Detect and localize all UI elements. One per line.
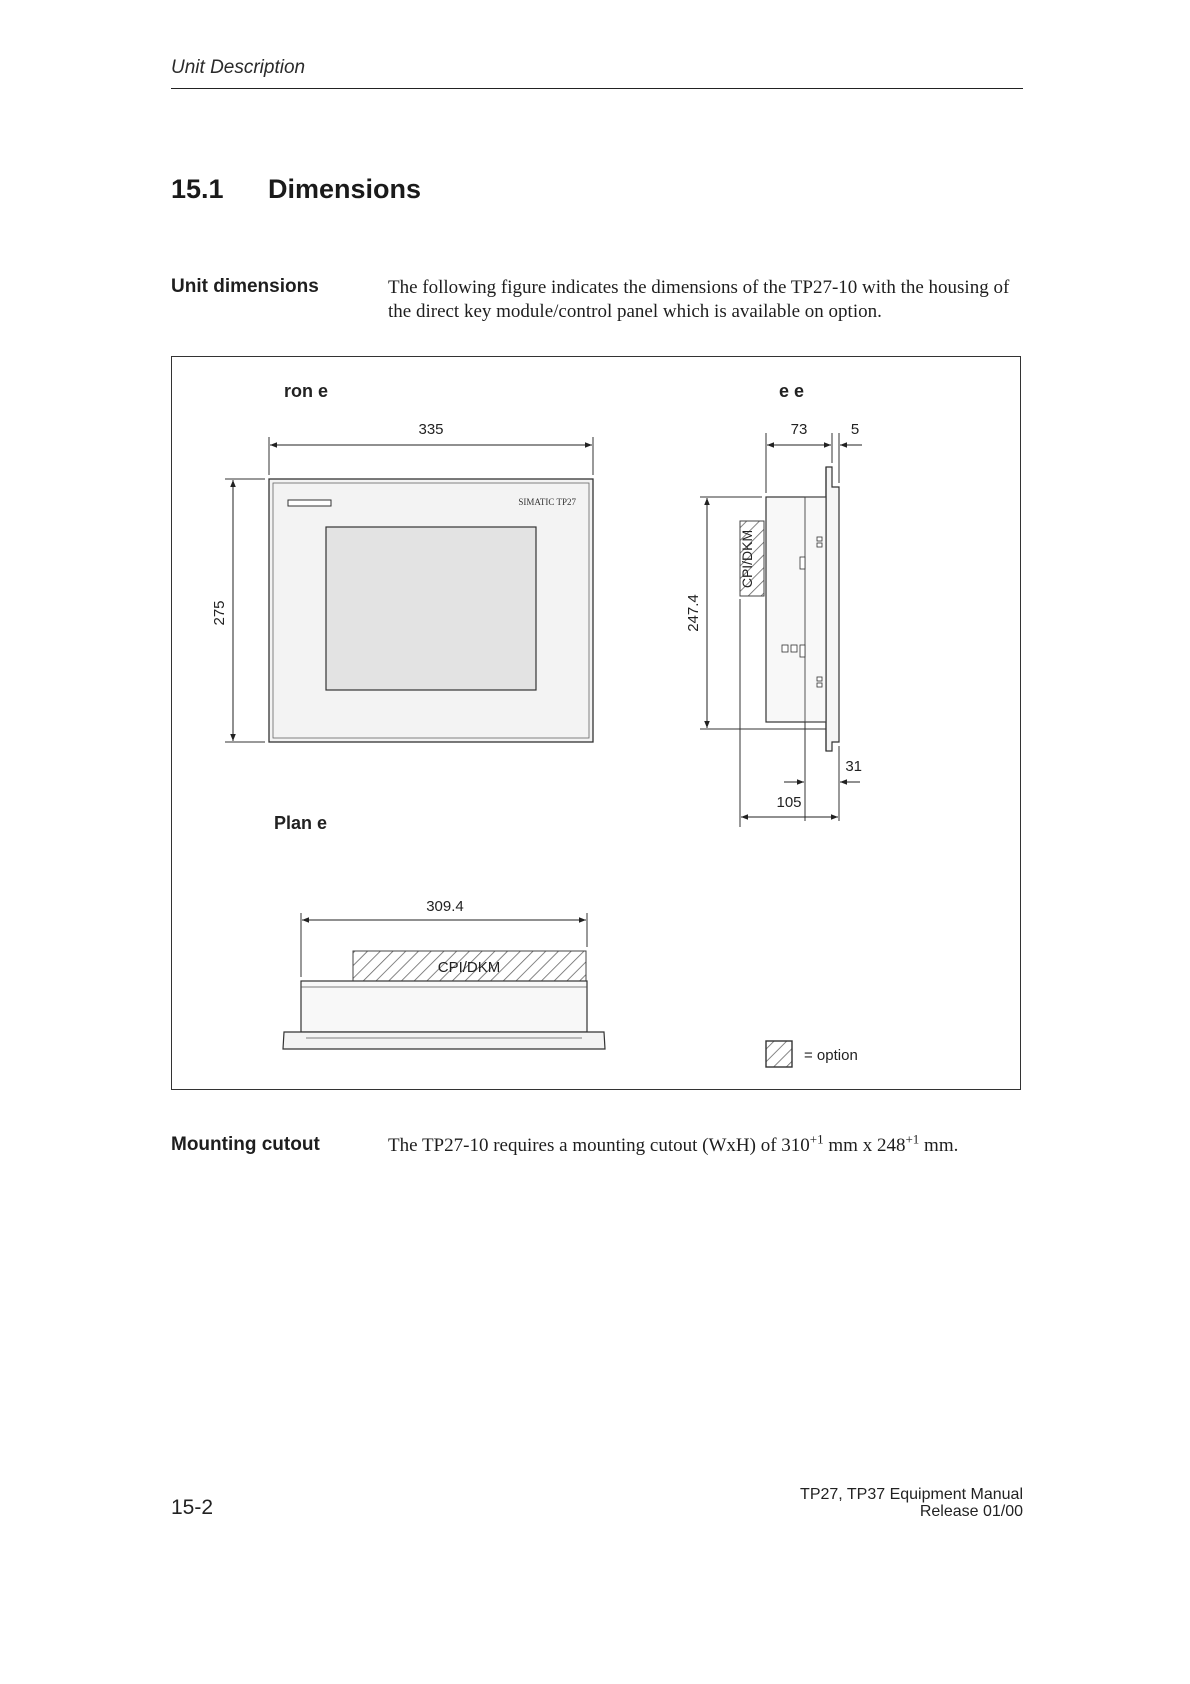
side-view-label: e e <box>779 381 805 401</box>
dim-side-31: 31 <box>845 758 862 775</box>
front-view <box>211 421 593 742</box>
unit-dimensions-label: Unit dimensions <box>171 276 319 297</box>
section-title: Dimensions <box>268 174 422 204</box>
side-option-label: CPI/DKM <box>739 529 755 589</box>
footer-manual-info <box>800 1486 1023 1520</box>
dim-front-width: 335 <box>418 421 444 438</box>
cutout-text-middle: mm x 248 <box>823 1135 906 1156</box>
section-number: 15.1 <box>171 174 224 204</box>
dim-front-height: 275 <box>211 600 228 626</box>
page-number: 15-2 <box>171 1496 214 1519</box>
header-rule <box>171 88 1023 89</box>
mounting-cutout-text <box>388 1131 1038 1158</box>
hatch-legend-icon <box>766 1041 792 1067</box>
cutout-text-prefix: The TP27-10 requires a mounting cutout (WxH) of 310 <box>388 1135 810 1156</box>
unit-dimensions-text: The following figure indicates the dimensions of the TP27-10 with the housing of the direct key module/control panel which is available on option. <box>388 277 1010 322</box>
dimension-drawing <box>172 357 1022 1091</box>
plan-view <box>283 898 605 1049</box>
dim-side-height: 247.4 <box>685 594 702 632</box>
legend-text: = option <box>804 1047 858 1064</box>
cutout-text-suffix: mm. <box>919 1135 959 1156</box>
dim-side-105: 105 <box>776 794 802 811</box>
side-view <box>685 421 862 827</box>
plan-view-label: Plan e <box>274 813 328 833</box>
release-info: Release 01/00 <box>919 1503 1023 1520</box>
device-label: SIMATIC TP27 <box>518 497 576 507</box>
display-screen <box>326 527 536 690</box>
plan-option-label: CPI/DKM <box>437 959 501 976</box>
cutout-width-tolerance: +1 <box>809 1131 824 1147</box>
manual-title: TP27, TP37 Equipment Manual <box>800 1486 1023 1503</box>
dim-side-front: 5 <box>850 421 860 438</box>
running-header: Unit Description <box>171 57 306 78</box>
dimension-figure <box>171 356 1021 1090</box>
dim-plan-width: 309.4 <box>426 898 464 915</box>
mounting-cutout-label: Mounting cutout <box>171 1134 320 1155</box>
cutout-height-tolerance: +1 <box>905 1131 920 1147</box>
front-view-label: ron e <box>284 381 329 401</box>
option-legend <box>766 1041 858 1067</box>
dim-side-depth: 73 <box>790 421 808 438</box>
